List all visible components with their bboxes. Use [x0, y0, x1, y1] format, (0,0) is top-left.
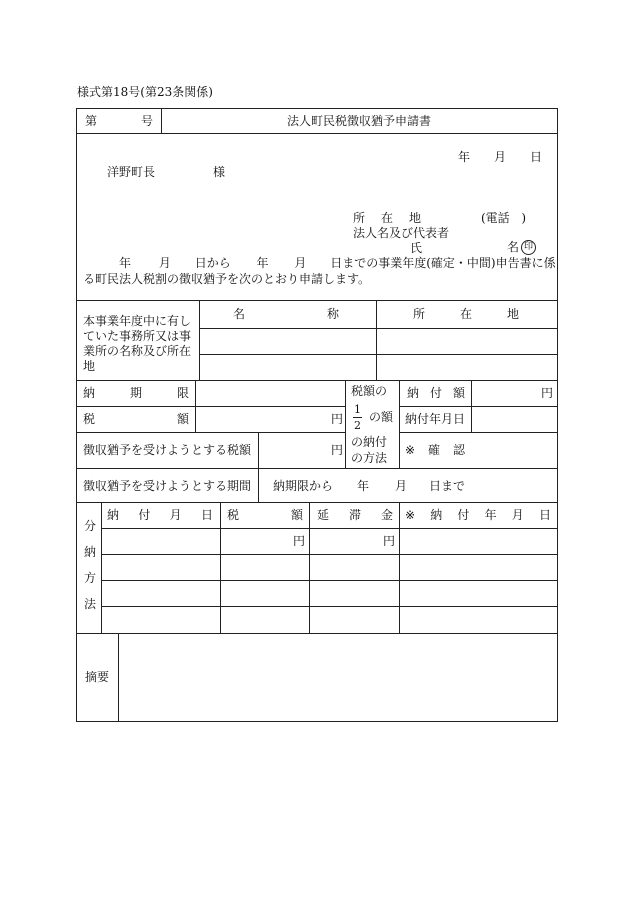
rule [101, 502, 102, 633]
fraction-bar [353, 417, 362, 418]
office-address-header [413, 308, 519, 320]
yen-unit: 円 [541, 386, 554, 400]
yen-unit: 円 [293, 534, 306, 548]
deadline-label [83, 387, 189, 399]
application-form [76, 108, 558, 722]
rule [345, 380, 346, 468]
col-header-tax [227, 509, 303, 521]
address-label-char: 所 [353, 211, 366, 225]
asterisk-mark: ※ [405, 508, 416, 522]
address-label-char: 地 [408, 211, 421, 225]
phone-open: (電話 [481, 211, 510, 225]
body-from: 日から [194, 256, 231, 270]
phone-close: ) [521, 211, 526, 225]
label-char: 法 [83, 597, 96, 611]
name-label-char: 名 [507, 240, 520, 254]
header-char: 日 [200, 508, 213, 522]
header-char: 付 [457, 508, 470, 522]
period-month: 月 [395, 479, 408, 493]
header-char: 納 [107, 508, 120, 522]
col-header-paid-date [405, 509, 551, 521]
label-char: 期 [129, 386, 142, 400]
label-char: 納 [83, 545, 96, 559]
date-month: 月 [493, 150, 506, 164]
header-char: 年 [484, 508, 497, 522]
number-label-first: 第 [85, 114, 98, 128]
half-label-top: 税額の [351, 384, 388, 398]
label-char: 額 [176, 412, 189, 426]
rule [77, 633, 557, 634]
payment-amount-label [407, 387, 465, 399]
name-label-first: 氏 [410, 241, 423, 255]
rule [199, 328, 557, 329]
asterisk-mark: ※ [405, 443, 416, 457]
confirm-label [405, 444, 465, 456]
rule [77, 380, 557, 381]
header-char: 称 [326, 307, 339, 321]
rule [77, 468, 557, 469]
addressee-suffix: 様 [213, 165, 226, 179]
label-char: 限 [176, 386, 189, 400]
rule [77, 406, 345, 407]
body-month: 月 [294, 256, 307, 270]
rule [376, 300, 377, 380]
office-label-line: 業所の名称及び所在 [83, 344, 192, 358]
rule [220, 502, 221, 633]
rule [199, 300, 200, 380]
fraction-denominator: 2 [354, 419, 361, 432]
header-char: 在 [459, 307, 472, 321]
remarks-label: 摘要 [85, 670, 110, 684]
payment-date-label: 納付年月日 [405, 412, 466, 426]
office-name-header [233, 308, 339, 320]
application-body-line2: る町民法人税割の徴収猶予を次のとおり申請します。 [83, 272, 371, 286]
body-month: 月 [158, 256, 171, 270]
label-char: 納 [83, 386, 96, 400]
header-char: 納 [430, 508, 443, 522]
half-label-line4: の方法 [351, 451, 388, 465]
rule [77, 432, 345, 433]
header-char: 日 [538, 508, 551, 522]
address-label [353, 212, 421, 224]
rule [309, 502, 310, 633]
installment-label [83, 520, 97, 610]
header-char: 付 [138, 508, 151, 522]
rule [101, 528, 557, 529]
date-year: 年 [458, 150, 471, 164]
fraction-one-half [353, 404, 362, 431]
period-year: 年 [357, 479, 370, 493]
rule [399, 406, 557, 407]
rule [77, 502, 557, 503]
date-day: 日 [529, 150, 542, 164]
rule [399, 502, 400, 633]
phone-label [481, 212, 526, 224]
label-char: 確 [428, 443, 441, 457]
office-label-line: 本事業年度中に有し [83, 314, 192, 328]
label-char: 認 [452, 443, 465, 457]
office-label-line: ていた事務所又は事 [83, 329, 192, 343]
half-label-mid: の額 [369, 410, 394, 424]
office-label-line: 地 [83, 359, 96, 373]
corp-rep-label: 法人名及び代表者 [353, 226, 450, 240]
fraction-numerator: 1 [354, 403, 361, 416]
header-char: 税 [227, 508, 240, 522]
form-reference: 様式第18号(第23条関係) [77, 85, 213, 99]
yen-unit: 円 [331, 443, 344, 457]
form-title: 法人町民税徴収猶予申請書 [286, 114, 431, 128]
number-label-second: 号 [140, 114, 153, 128]
body-period-text: 日までの事業年度(確定・中間)申告書に係 [330, 256, 556, 270]
header-char: 所 [413, 307, 426, 321]
label-char: 税 [83, 412, 96, 426]
rule [258, 468, 259, 502]
col-header-late-fee [317, 509, 393, 521]
period-day-until: 日まで [429, 479, 466, 493]
header-char: 延 [317, 508, 330, 522]
rule [258, 432, 259, 468]
rule [118, 633, 119, 721]
rule [101, 606, 557, 607]
label-char: 額 [452, 386, 465, 400]
header-char: 金 [380, 508, 393, 522]
rule [399, 432, 557, 433]
period-from: 納期限から [273, 479, 334, 493]
half-label-line3: の納付 [351, 435, 388, 449]
rule [77, 300, 557, 301]
application-date [458, 151, 542, 163]
header-char: 地 [506, 307, 519, 321]
header-char: 名 [233, 307, 246, 321]
yen-unit: 円 [383, 534, 396, 548]
rule [101, 554, 557, 555]
deferral-period-label: 徴収猶予を受けようとする期間 [83, 479, 252, 493]
rule [399, 380, 400, 468]
body-year: 年 [256, 256, 269, 270]
seal-icon: 印 [521, 240, 536, 255]
name-label-second [507, 240, 536, 255]
label-char: 分 [83, 519, 96, 533]
body-year: 年 [119, 256, 132, 270]
number-label [85, 115, 153, 127]
rule [199, 354, 557, 355]
addressee: 洋野町長 [107, 165, 156, 179]
header-char: 月 [169, 508, 182, 522]
rule [77, 133, 557, 134]
deferral-amount-label: 徴収猶予を受けようとする税額 [83, 443, 252, 457]
address-label-char: 在 [380, 211, 393, 225]
header-char: 滞 [348, 508, 361, 522]
application-body-line1 [119, 257, 556, 269]
label-char: 付 [429, 386, 442, 400]
header-char: 額 [290, 508, 303, 522]
label-char: 納 [407, 386, 420, 400]
label-char: 方 [83, 571, 96, 585]
header-char: 月 [511, 508, 524, 522]
rule [101, 580, 557, 581]
yen-unit: 円 [331, 412, 344, 426]
tax-amount-label [83, 413, 189, 425]
col-header-date [107, 509, 213, 521]
